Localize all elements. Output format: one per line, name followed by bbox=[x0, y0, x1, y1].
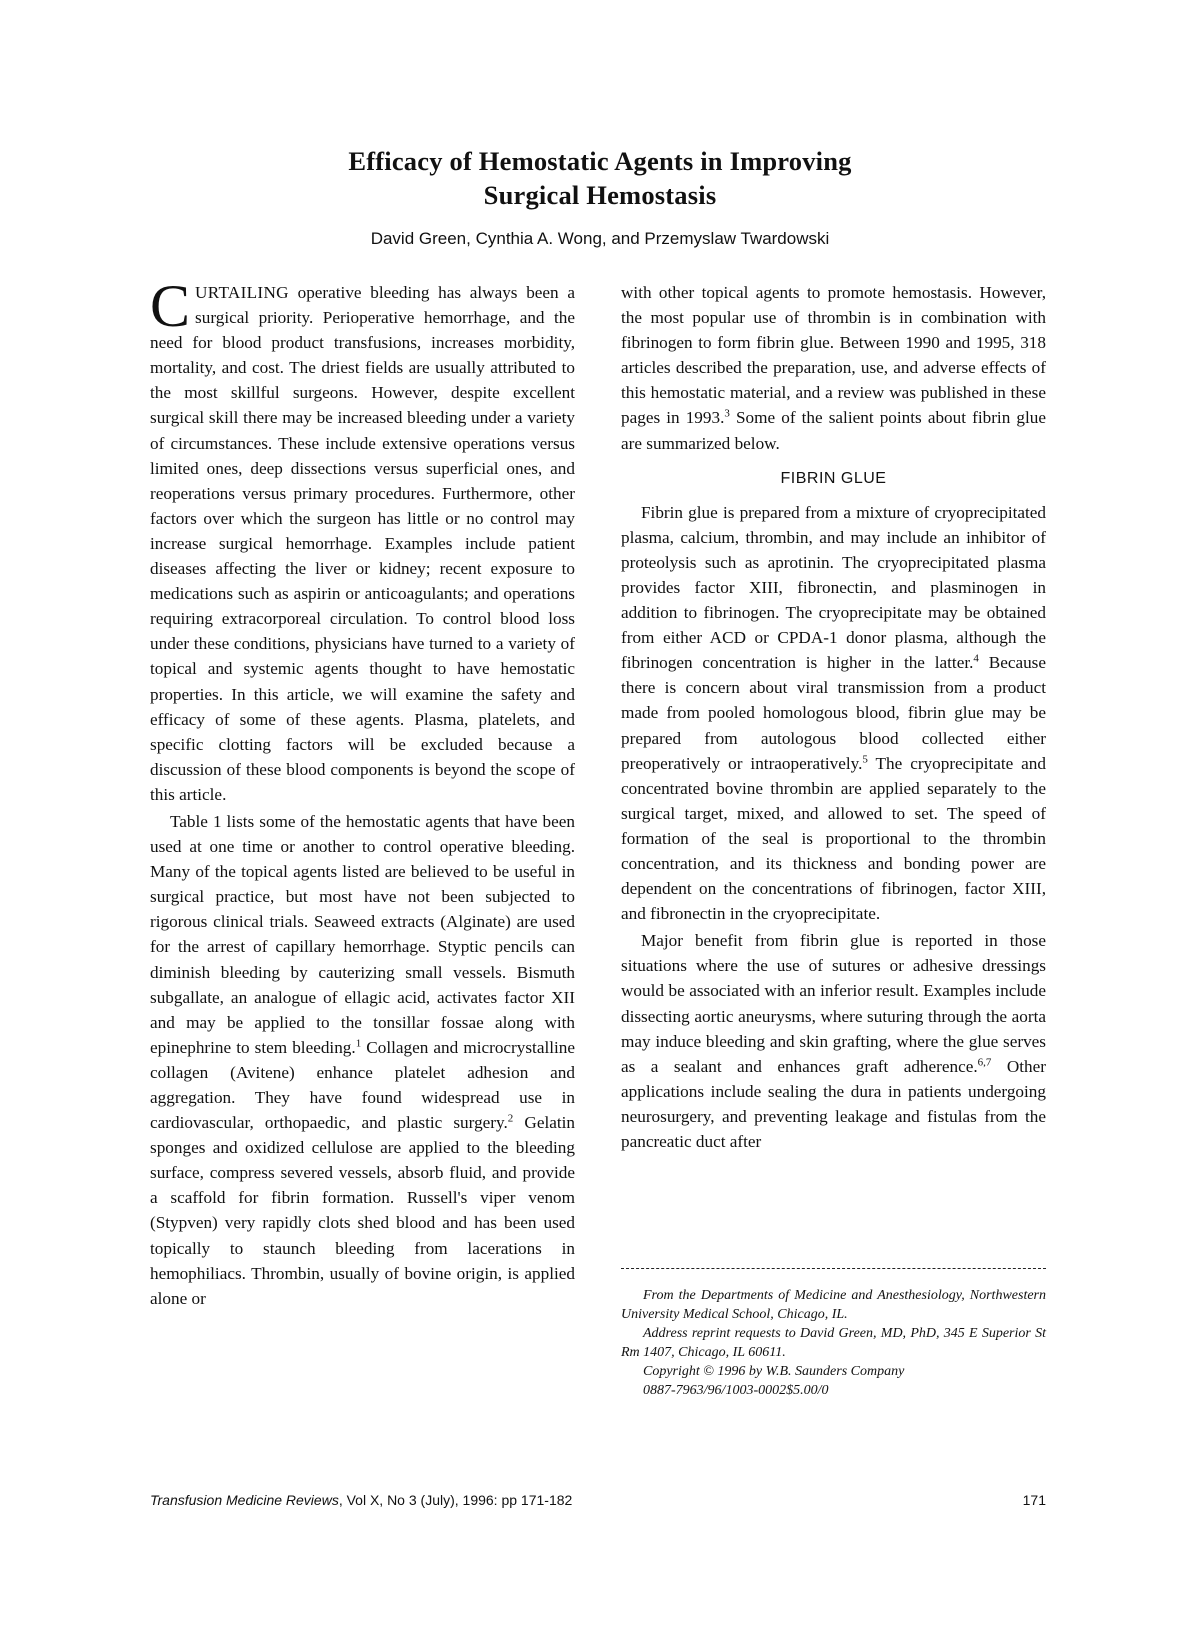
paragraph-text: Fibrin glue is prepared from a mixture of cryoprecipitated plasma, calcium, thrombin, and may include an inhibitor of proteolysis such as aprotinin. The cryoprecipitated plasma provides factor XIII, fibronectin, and plasminogen in addition to fibrinogen. The cryoprecipitate may be obtained from either ACD or CPDA-1 donor plasma, although the fibrinogen concentration is higher in the latter. bbox=[621, 502, 1046, 673]
thrombin-paragraph bbox=[621, 280, 1046, 456]
intro-text: operative bleeding has always been a surgical priority. Perioperative hemorrhage, and the need for blood product transfusions, increases morbidity, mortality, and cost. The driest fields are usually attributed to the most skillful surgeons. However, despite excellent surgical skill there may be increased bleeding under a variety of circumstances. These include extensive operations versus limited ones, deep dissections versus superficial ones, and reoperations versus primary procedures. Furthermore, other factors over which the surgeon has little or no control may increase surgical hemorrhage. Examples include patient diseases affecting the liver or kidney; recent exposure to medications such as aspirin or anticoagulants; and operations requiring extracorporeal circulation. To control blood loss under these conditions, physicians have turned to a variety of topical and systemic agents thought to have hemostatic properties. In this article, we will examine the safety and efficacy of some of these agents. Plasma, platelets, and specific clotting factors will be excluded because a discussion of these blood components is beyond the scope of this article. bbox=[150, 283, 575, 804]
paragraph-text: Because there is concern about viral transmission from a product made from pooled homologous blood, fibrin glue may be prepared from autologous blood collected either preoperatively or intraoperatively. bbox=[621, 653, 1046, 773]
footnote-copyright: Copyright © 1996 by W.B. Saunders Company bbox=[643, 1364, 905, 1379]
citation-ref: 1 bbox=[355, 1037, 362, 1050]
right-column bbox=[621, 280, 1046, 1154]
author-list: David Green, Cynthia A. Wong, and Przemyslaw Twardowski bbox=[370, 229, 830, 248]
title-line-2: Surgical Hemostasis bbox=[483, 180, 717, 210]
paragraph-text: Other applications include sealing the dura in patients undergoing neurosurgery, and preventing leakage and fistulas from the pancreatic duct after bbox=[621, 1056, 1047, 1151]
footnote-address: Address reprint requests to David Green, MD, PhD, 345 E Superior St Rm 1407, Chicago, IL 60611. bbox=[621, 1326, 1046, 1360]
citation-ref: 2 bbox=[507, 1112, 514, 1125]
paragraph-text: Gelatin sponges and oxidized cellulose are applied to the bleeding surface, compress severed vessels, absorb fluid, and provide a scaffold for fibrin formation. Russell's viper venom (Stypven) very rapidly clots shed blood and has been used topically to staunch bleeding from lacerations in hemophiliacs. Thrombin, usually of bovine origin, is applied alone or bbox=[150, 1113, 575, 1308]
section-heading-fibrin-glue: FIBRIN GLUE bbox=[780, 469, 887, 487]
fibrin-glue-benefit-paragraph bbox=[621, 928, 1046, 1154]
table-discussion-paragraph bbox=[150, 809, 575, 1311]
paragraph-text: Table 1 lists some of the hemostatic agents that have been used at one time or another to control operative bleeding. Many of the topical agents listed are believed to be useful in surgical practice, but most have not been subjected to rigorous clinical trials. Seaweed extracts (Alginate) are used for the arrest of capillary hemorrhage. Styptic pencils can diminish bleeding by cauterizing small vessels. Bismuth subgallate, an analogue of ellagic acid, activates factor XII and may be applied to the tonsillar fossae along with epinephrine to stem bleeding. bbox=[150, 811, 575, 1057]
footnotes bbox=[621, 1286, 1046, 1400]
citation-ref: 5 bbox=[862, 752, 868, 765]
citation-ref: 4 bbox=[973, 652, 979, 665]
paragraph-text: Major benefit from fibrin glue is reported in those situations where the use of sutures or adhesive dressings would be associated with an inferior result. Examples include dissecting aortic aneurysms, where suturing through the aorta may induce bleeding and skin grafting, where the glue serves as a sealant and enhances graft adherence. bbox=[621, 931, 1046, 1076]
journal-name: Transfusion Medicine Reviews bbox=[150, 1492, 339, 1508]
paragraph-text: with other topical agents to promote hemostasis. However, the most popular use of thrombin is in combination with fibrinogen to form fibrin glue. Between 1990 and 1995, 318 articles described the preparation, use, and adverse effects of this hemostatic material, and a review was published in these pages in 1993. bbox=[621, 283, 1046, 428]
running-footer bbox=[150, 1492, 1046, 1508]
paragraph-text: Some of the salient points about fibrin glue are summarized below. bbox=[621, 408, 1046, 453]
journal-citation: , Vol X, No 3 (July), 1996: pp 171-182 bbox=[338, 1492, 573, 1508]
paragraph-text: Collagen and microcrystalline collagen (Avitene) enhance platelet adhesion and aggregation. They have found widespread use in cardiovascular, orthopaedic, and plastic surgery. bbox=[150, 1037, 575, 1133]
footnote-issn: 0887-7963/96/1003-0002$5.00/0 bbox=[643, 1383, 829, 1398]
footnote-divider bbox=[621, 1268, 1046, 1269]
intro-paragraph bbox=[150, 273, 575, 807]
citation-ref: 3 bbox=[724, 407, 730, 420]
fibrin-glue-preparation-paragraph bbox=[621, 500, 1046, 927]
page-number: 171 bbox=[1022, 1492, 1046, 1508]
paragraph-text: The cryoprecipitate and concentrated bovine thrombin are applied separately to the surgical target, mixed, and allowed to set. The speed of formation of the seal is proportional to the thrombin concentration, and its thickness and bonding power are dependent on the concentrations of fibrinogen, factor XIII, and fibronectin in the cryoprecipitate. bbox=[621, 753, 1046, 924]
citation-ref: 6,7 bbox=[977, 1055, 992, 1068]
opening-smallcaps: URTAILING bbox=[195, 283, 289, 302]
footnote-affiliation: From the Departments of Medicine and Anesthesiology, Northwestern University Medical School, Chicago, IL. bbox=[621, 1288, 1046, 1322]
left-column bbox=[150, 273, 575, 1311]
drop-cap: C bbox=[150, 273, 191, 339]
title-line-1: Efficacy of Hemostatic Agents in Improving bbox=[348, 146, 852, 176]
article-title bbox=[150, 144, 1050, 212]
